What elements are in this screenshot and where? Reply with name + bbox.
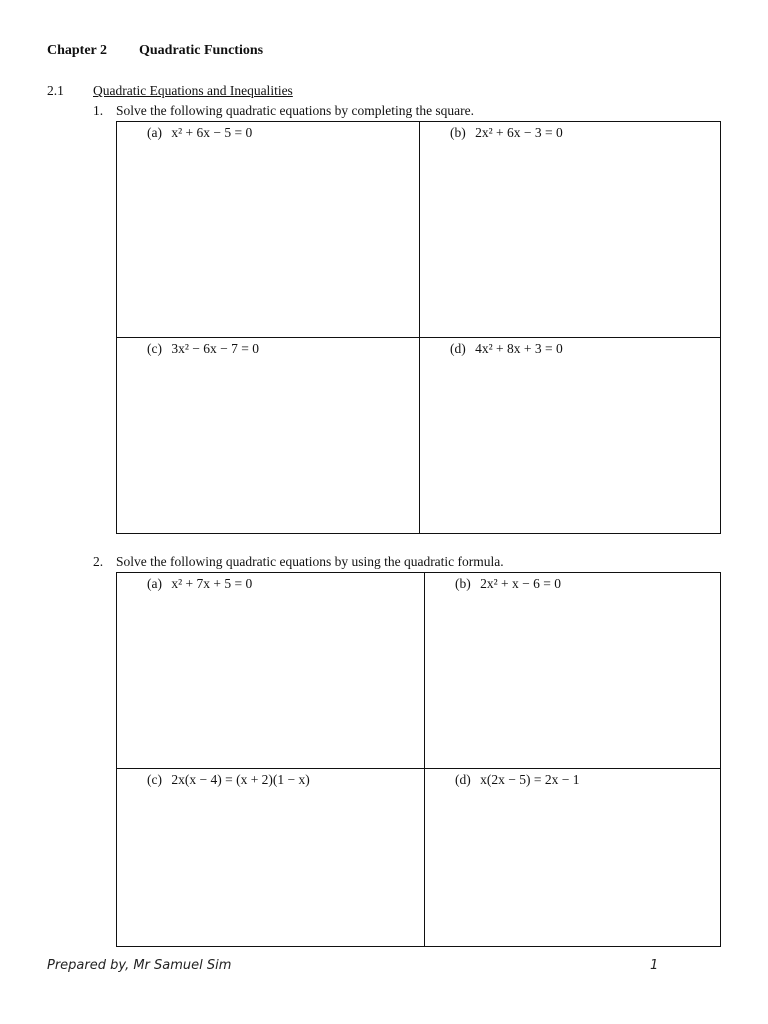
section-number: 2.1 [47, 83, 64, 98]
section-title: Quadratic Equations and Inequalities [93, 83, 293, 98]
page-number: 1 [650, 958, 659, 973]
answer-box-1d[interactable] [420, 338, 721, 534]
equation: 2x² + 6x − 3 = 0 [475, 125, 563, 140]
equation: 2x(x − 4) = (x + 2)(1 − x) [171, 772, 310, 787]
answer-box-2a[interactable] [117, 573, 425, 769]
part-label: (d) [455, 772, 471, 787]
chapter-title: Quadratic Functions [139, 43, 264, 58]
equation: 3x² − 6x − 7 = 0 [171, 341, 259, 356]
part-label: (b) [455, 576, 471, 591]
question-1-answer-grid [116, 121, 721, 534]
part-label: (c) [147, 341, 162, 356]
answer-box-1a[interactable] [117, 122, 420, 338]
part-label: (c) [147, 772, 162, 787]
question-1-text: Solve the following quadratic equations by completing the square. [116, 103, 475, 118]
answer-box-1c[interactable] [117, 338, 420, 534]
equation: 2x² + x − 6 = 0 [480, 576, 562, 591]
question-1-number: 1. [93, 103, 104, 118]
chapter-number: Chapter 2 [47, 43, 108, 58]
answer-box-2b[interactable] [425, 573, 721, 769]
answer-box-2d[interactable] [425, 769, 721, 947]
answer-box-1b[interactable] [420, 122, 721, 338]
question-2-text: Solve the following quadratic equations by using the quadratic formula. [116, 554, 504, 569]
question-2-number: 2. [93, 554, 104, 569]
equation: x(2x − 5) = 2x − 1 [480, 772, 580, 787]
part-label: (a) [147, 125, 162, 140]
part-label: (b) [450, 125, 466, 140]
part-label: (d) [450, 341, 466, 356]
equation: x² + 7x + 5 = 0 [171, 576, 253, 591]
footer-prepared-by: Prepared by, Mr Samuel Sim [47, 958, 232, 973]
question-2-answer-grid [116, 572, 721, 947]
part-label: (a) [147, 576, 162, 591]
equation: x² + 6x − 5 = 0 [171, 125, 253, 140]
answer-box-2c[interactable] [117, 769, 425, 947]
equation: 4x² + 8x + 3 = 0 [475, 341, 563, 356]
